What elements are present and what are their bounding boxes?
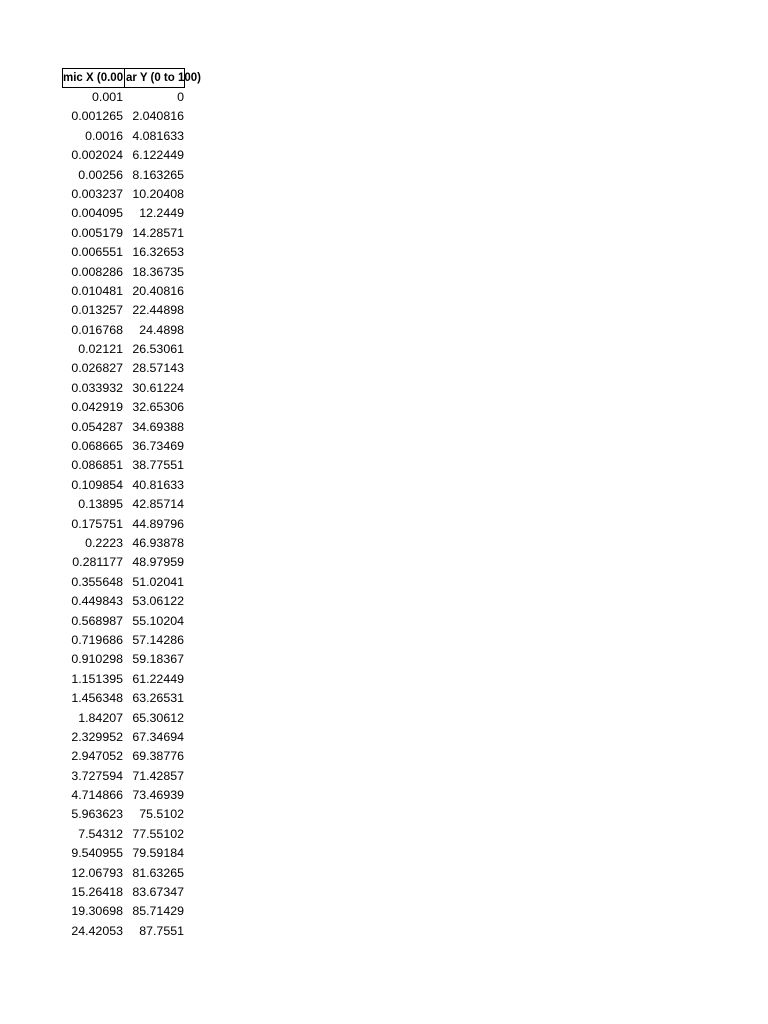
cell-x-value[interactable]: 0.001265 <box>71 109 123 124</box>
cell-y-value[interactable]: 48.97959 <box>132 555 184 570</box>
cell-y-value[interactable]: 22.44898 <box>132 303 184 318</box>
cell-y-value[interactable]: 12.2449 <box>139 206 184 221</box>
table-row <box>62 631 185 650</box>
cell-x-value[interactable]: 0.719686 <box>71 632 123 647</box>
cell-y-value[interactable]: 79.59184 <box>132 846 184 861</box>
cell-y-value[interactable]: 20.40816 <box>132 283 184 298</box>
cell-x-value[interactable]: 0.00256 <box>78 167 123 182</box>
cell-y-value[interactable]: 32.65306 <box>132 400 184 415</box>
cell-y-value[interactable]: 40.81633 <box>132 477 184 492</box>
cell-x-value[interactable]: 9.540955 <box>71 846 123 861</box>
cell-x-value[interactable]: 19.30698 <box>71 904 123 919</box>
cell-y-value[interactable]: 8.163265 <box>132 167 184 182</box>
cell-y-value[interactable]: 44.89796 <box>132 516 184 531</box>
table-row <box>62 379 185 398</box>
cell-x-value[interactable]: 1.84207 <box>78 710 123 725</box>
cell-y-value[interactable]: 61.22449 <box>132 671 184 686</box>
cell-y-value[interactable]: 75.5102 <box>139 807 184 822</box>
cell-x-value[interactable]: 0.568987 <box>71 613 123 628</box>
table-row <box>62 340 185 359</box>
table-row <box>62 301 185 320</box>
table-row <box>62 534 185 553</box>
cell-y-value[interactable]: 16.32653 <box>132 245 184 260</box>
cell-y-value[interactable]: 28.57143 <box>132 361 184 376</box>
cell-x-value[interactable]: 0.281177 <box>72 555 123 570</box>
cell-x-value[interactable]: 1.456348 <box>71 691 123 706</box>
table-row <box>62 107 185 126</box>
cell-x-value[interactable]: 0.449843 <box>71 594 123 609</box>
cell-y-value[interactable]: 0 <box>177 90 184 104</box>
cell-y-value[interactable]: 18.36735 <box>132 264 184 279</box>
cell-x-value[interactable]: 3.727594 <box>71 768 123 783</box>
cell-x-value[interactable]: 5.963623 <box>71 807 123 822</box>
cell-x-value[interactable]: 0.175751 <box>71 516 123 531</box>
cell-y-value[interactable]: 85.71429 <box>132 904 184 919</box>
table-row <box>62 650 185 669</box>
cell-y-value[interactable]: 87.7551 <box>139 923 184 938</box>
table-row <box>62 844 185 863</box>
table-row <box>62 359 185 378</box>
cell-x-value[interactable]: 0.001 <box>91 90 123 104</box>
table-row <box>62 88 185 107</box>
cell-y-value[interactable]: 51.02041 <box>132 574 184 589</box>
header-row <box>62 68 202 88</box>
cell-y-value[interactable]: 57.14286 <box>132 632 184 647</box>
cell-x-value[interactable]: 0.026827 <box>71 361 123 376</box>
cell-y-value[interactable]: 38.77551 <box>132 458 184 473</box>
cell-x-value[interactable]: 1.151395 <box>71 671 123 686</box>
table-row <box>62 263 185 282</box>
table-row <box>62 515 185 534</box>
cell-x-value[interactable]: 4.714866 <box>71 788 123 803</box>
table-row <box>62 728 185 747</box>
cell-x-value[interactable]: 0.355648 <box>71 574 123 589</box>
cell-x-value[interactable]: 0.004095 <box>71 206 123 221</box>
cell-y-value[interactable]: 26.53061 <box>132 342 184 357</box>
table-row <box>62 282 185 301</box>
table-row <box>62 224 185 243</box>
table-row <box>62 321 185 340</box>
cell-x-value[interactable]: 0.033932 <box>71 380 123 395</box>
cell-y-value[interactable]: 81.63265 <box>132 865 184 880</box>
cell-x-value[interactable]: 24.42053 <box>71 923 123 938</box>
header-label-x: mic X (0.00 <box>63 72 124 84</box>
cell-y-value[interactable]: 55.10204 <box>132 613 184 628</box>
cell-y-value[interactable]: 2.040816 <box>132 109 184 124</box>
cell-x-value[interactable]: 7.54312 <box>78 826 123 841</box>
cell-y-value[interactable]: 73.46939 <box>132 788 184 803</box>
table-row <box>62 398 185 417</box>
cell-x-value[interactable]: 0.013257 <box>71 303 123 318</box>
cell-y-value[interactable]: 63.26531 <box>132 691 184 706</box>
cell-x-value[interactable]: 0.010481 <box>71 283 123 298</box>
cell-y-value[interactable]: 69.38776 <box>132 749 184 764</box>
cell-x-value[interactable]: 0.002024 <box>71 148 123 163</box>
table-row <box>62 902 185 921</box>
cell-y-value[interactable]: 36.73469 <box>132 439 184 454</box>
header-cell-x[interactable] <box>62 68 124 88</box>
table-row <box>62 127 185 146</box>
cell-y-value[interactable]: 59.18367 <box>132 652 184 667</box>
table-row <box>62 204 185 223</box>
table-body <box>62 88 185 941</box>
table-row <box>62 805 185 824</box>
cell-y-value[interactable]: 6.122449 <box>132 148 184 163</box>
cell-y-value[interactable]: 34.69388 <box>132 419 184 434</box>
cell-x-value[interactable]: 0.016768 <box>71 322 123 337</box>
table-row <box>62 495 185 514</box>
table-row <box>62 825 185 844</box>
table-row <box>62 883 185 902</box>
cell-x-value[interactable]: 0.005179 <box>71 225 123 240</box>
cell-x-value[interactable]: 0.02121 <box>78 342 123 357</box>
cell-x-value[interactable]: 12.06793 <box>71 865 123 880</box>
table-row <box>62 747 185 766</box>
table-row <box>62 243 185 262</box>
cell-y-value[interactable]: 53.06122 <box>132 594 184 609</box>
cell-y-value[interactable]: 65.30612 <box>132 710 184 725</box>
cell-x-value[interactable]: 0.042919 <box>71 400 123 415</box>
cell-x-value[interactable]: 0.008286 <box>71 264 123 279</box>
cell-x-value[interactable]: 0.910298 <box>71 652 123 667</box>
cell-x-value[interactable]: 0.006551 <box>71 245 123 260</box>
cell-y-value[interactable]: 77.55102 <box>132 826 184 841</box>
table-row <box>62 476 185 495</box>
header-cell-y[interactable] <box>124 68 202 88</box>
cell-x-value[interactable]: 0.109854 <box>71 477 123 492</box>
table-row <box>62 864 185 883</box>
table-row <box>62 592 185 611</box>
cell-y-value[interactable]: 46.93878 <box>132 535 184 550</box>
table-row <box>62 922 185 941</box>
cell-y-value[interactable]: 71.42857 <box>132 768 184 783</box>
cell-x-value[interactable]: 15.26418 <box>71 885 123 900</box>
cell-y-value[interactable]: 14.28571 <box>132 225 184 240</box>
cell-y-value[interactable]: 83.67347 <box>132 885 184 900</box>
table-row <box>62 185 185 204</box>
table-row <box>62 612 185 631</box>
cell-x-value[interactable]: 0.13895 <box>78 497 123 512</box>
cell-x-value[interactable]: 0.2223 <box>85 535 123 550</box>
cell-x-value[interactable]: 0.086851 <box>71 458 123 473</box>
table-row <box>62 166 185 185</box>
cell-y-value[interactable]: 10.20408 <box>132 186 184 201</box>
header-label-y: ar Y (0 to 100) <box>126 72 202 84</box>
table-row <box>62 670 185 689</box>
cell-x-value[interactable]: 2.329952 <box>71 729 123 744</box>
table-row <box>62 146 185 165</box>
spreadsheet-table <box>62 68 202 941</box>
cell-y-value[interactable]: 67.34694 <box>132 729 184 744</box>
cell-x-value[interactable]: 0.068665 <box>71 439 123 454</box>
table-row <box>62 786 185 805</box>
cell-x-value[interactable]: 2.947052 <box>71 749 123 764</box>
table-row <box>62 767 185 786</box>
table-row <box>62 437 185 456</box>
cell-y-value[interactable]: 42.85714 <box>132 497 184 512</box>
table-row <box>62 709 185 728</box>
table-row <box>62 573 185 592</box>
table-row <box>62 553 185 572</box>
table-row <box>62 689 185 708</box>
cell-x-value[interactable]: 0.054287 <box>71 419 123 434</box>
cell-y-value[interactable]: 24.4898 <box>139 322 184 337</box>
cell-y-value[interactable]: 30.61224 <box>132 380 184 395</box>
cell-x-value[interactable]: 0.003237 <box>71 186 123 201</box>
cell-x-value[interactable]: 0.0016 <box>85 128 123 143</box>
table-row <box>62 456 185 475</box>
cell-y-value[interactable]: 4.081633 <box>132 128 184 143</box>
table-row <box>62 418 185 437</box>
